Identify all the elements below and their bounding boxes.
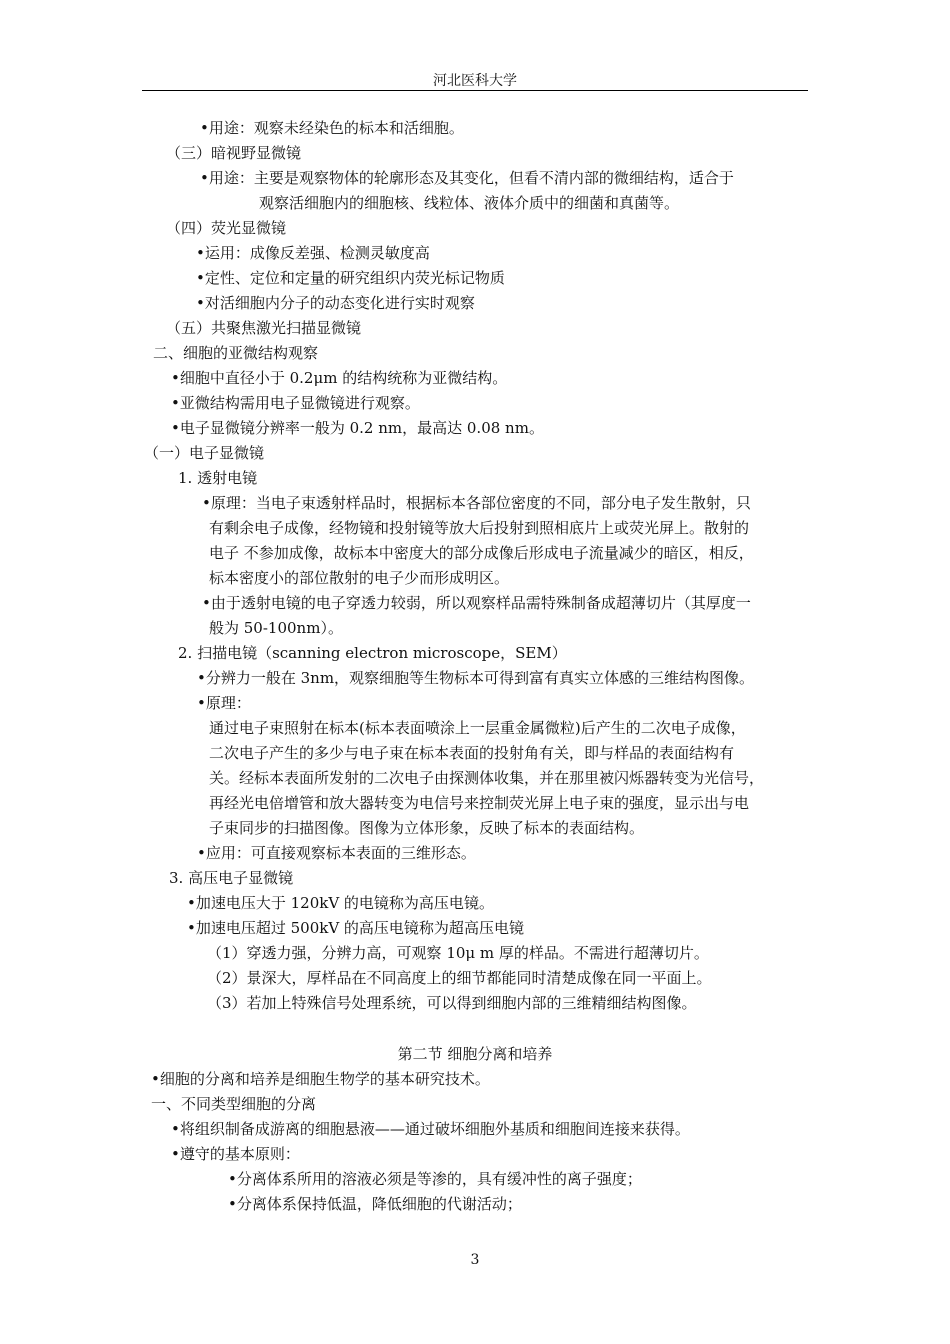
section-heading: （五）共聚焦激光扫描显微镜: [166, 319, 362, 337]
text-line: •对活细胞内分子的动态变化进行实时观察: [196, 294, 475, 312]
text-line: 电子 不参加成像，故标本中密度大的部分成像后形成电子流量减少的暗区，相反，: [209, 544, 754, 562]
text-line: （1）穿透力强，分辨力高，可观察 10μ m 厚的样品。不需进行超薄切片。: [207, 944, 709, 962]
text-line: •亚微结构需用电子显微镜进行观察。: [171, 394, 420, 412]
text-line: •定性、定位和定量的研究组织内荧光标记物质: [196, 269, 505, 287]
text-line: •分离体系保持低温，降低细胞的代谢活动；: [228, 1195, 522, 1213]
text-line: •加速电压超过 500kV 的高压电镜称为超高压电镜: [187, 919, 524, 937]
subsection-heading: 2. 扫描电镜（scanning electron microscope，SEM）: [178, 644, 567, 662]
section-heading: 一、不同类型细胞的分离: [151, 1095, 317, 1113]
text-line: •由于透射电镜的电子穿透力较弱，所以观察样品需特殊制备成超薄切片（其厚度一: [202, 594, 751, 612]
text-line: 关。经标本表面所发射的二次电子由探测体收集，并在那里被闪烁器转变为光信号，: [209, 769, 765, 787]
text-line: •将组织制备成游离的细胞悬液——通过破坏细胞外基质和细胞间连接来获得。: [171, 1120, 690, 1138]
text-line: •分离体系所用的溶液必须是等渗的，具有缓冲性的离子强度；: [228, 1170, 642, 1188]
text-line: （3）若加上特殊信号处理系统，可以得到细胞内部的三维精细结构图像。: [207, 994, 697, 1012]
text-line: 观察活细胞内的细胞核、线粒体、液体介质中的细菌和真菌等。: [259, 194, 680, 212]
text-line: 般为 50-100nm）。: [209, 619, 343, 637]
section-heading: （三）暗视野显微镜: [166, 144, 302, 162]
text-line: •应用：可直接观察标本表面的三维形态。: [197, 844, 476, 862]
text-line: •电子显微镜分辨率一般为 0.2 nm，最高达 0.08 nm。: [171, 419, 544, 437]
text-line: （2）景深大，厚样品在不同高度上的细节都能同时清楚成像在同一平面上。: [207, 969, 712, 987]
subsection-heading: 1. 透射电镜: [178, 469, 258, 487]
section-title: 第二节 细胞分离和培养: [397, 1045, 553, 1063]
page-header: 河北医科大学: [433, 73, 517, 89]
text-line: 再经光电倍增管和放大器转变为电信号来控制荧光屏上电子束的强度，显示出与电: [209, 794, 750, 812]
text-line: •原理：当电子束透射样品时，根据标本各部位密度的不同，部分电子发生散射，只: [202, 494, 751, 512]
text-line: 子束同步的扫描图像。图像为立体形象，反映了标本的表面结构。: [209, 819, 645, 837]
text-line: 二次电子产生的多少与电子束在标本表面的投射角有关，即与样品的表面结构有: [209, 744, 735, 762]
text-line: •运用：成像反差强、检测灵敏度高: [196, 244, 430, 262]
text-line: •细胞的分离和培养是细胞生物学的基本研究技术。: [151, 1070, 490, 1088]
text-line: 通过电子束照射在标本(标本表面喷涂上一层重金属微粒)后产生的二次电子成像，: [209, 719, 746, 737]
section-heading: （一）电子显微镜: [144, 444, 265, 462]
text-line: •细胞中直径小于 0.2μm 的结构统称为亚微结构。: [171, 369, 508, 387]
text-line: 标本密度小的部位散射的电子少而形成明区。: [209, 569, 510, 587]
subsection-heading: 3. 高压电子显微镜: [169, 869, 294, 887]
text-line: 有剩余电子成像，经物镜和投射镜等放大后投射到照相底片上或荧光屏上。散射的: [209, 519, 750, 537]
section-heading: 二、细胞的亚微结构观察: [153, 344, 319, 362]
text-line: •加速电压大于 120kV 的电镜称为高压电镜。: [187, 894, 494, 912]
section-heading: （四）荧光显微镜: [166, 219, 287, 237]
text-line: •用途：主要是观察物体的轮廓形态及其变化，但看不清内部的微细结构，适合于: [200, 169, 734, 187]
header-rule: [142, 90, 808, 91]
text-line: •分辨力一般在 3nm，观察细胞等生物标本可得到富有真实立体感的三维结构图像。: [197, 669, 755, 687]
text-line: •原理：: [197, 694, 251, 712]
text-line: •遵守的基本原则：: [171, 1145, 300, 1163]
page-number: 3: [470, 1252, 480, 1268]
text-line: •用途：观察未经染色的标本和活细胞。: [200, 119, 464, 137]
